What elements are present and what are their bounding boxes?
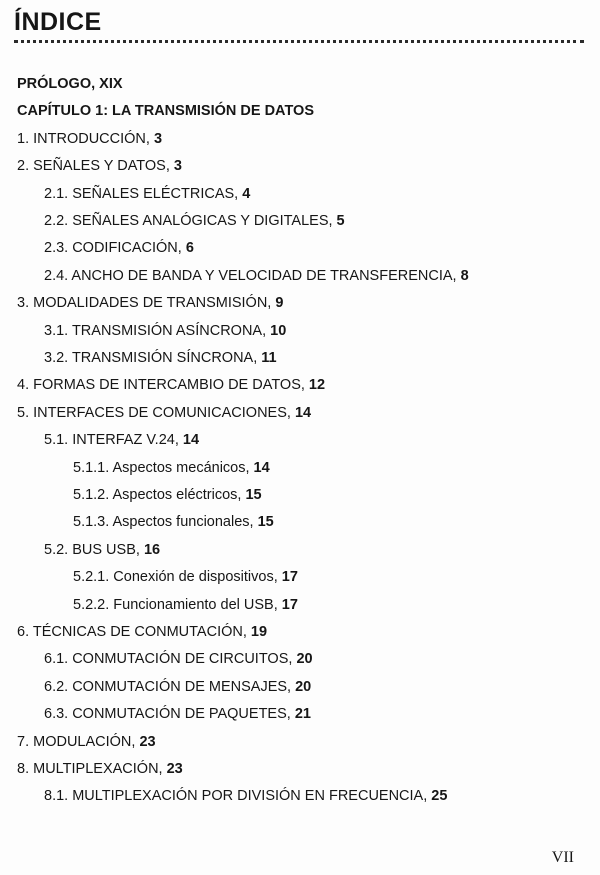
toc-entry-label: 5.1. INTERFAZ V.24,	[44, 432, 183, 449]
toc-entry-label: 2.1. SEÑALES ELÉCTRICAS,	[44, 185, 243, 202]
toc-entry-label: 5.2. BUS USB,	[44, 541, 144, 558]
toc-entry-label: 3.1. TRANSMISIÓN ASÍNCRONA,	[44, 322, 271, 339]
toc-entry	[17, 404, 311, 422]
toc-entry-label: 3.2. TRANSMISIÓN SÍNCRONA,	[44, 350, 262, 366]
toc-entry-page: 5	[336, 213, 345, 229]
toc-entry-label: 6.3. CONMUTACIÓN DE PAQUETES,	[44, 706, 295, 723]
toc-entry-label: 2.4. ANCHO DE BANDA Y VELOCIDAD DE TRANSFERENCIA,	[44, 267, 461, 284]
toc-entry	[44, 541, 160, 559]
toc-entry-page: 12	[308, 377, 326, 394]
toc-entry-label: 4. FORMAS DE INTERCAMBIO DE DATOS,	[17, 377, 309, 394]
toc-entry-page: 23	[166, 761, 183, 777]
toc-entry	[44, 239, 194, 257]
toc-entry-page: 14	[253, 459, 270, 476]
toc-entry	[17, 102, 314, 120]
toc-entry	[44, 650, 313, 668]
toc-entry-label: 2. SEÑALES Y DATOS,	[17, 158, 174, 175]
toc-entry-label: 5.2.2. Funcionamiento del USB,	[73, 596, 282, 613]
toc-entry	[44, 322, 286, 340]
toc-entry-page: 17	[281, 596, 298, 613]
toc-entry	[17, 130, 162, 148]
toc-entry-page: 3	[173, 158, 182, 175]
toc-entry	[44, 705, 311, 723]
toc-entry-label: 5.1.3. Aspectos funcionales,	[73, 514, 258, 531]
toc-entry-label: 5.2.1. Conexión de dispositivos,	[73, 569, 282, 586]
toc-entry-page: 25	[431, 788, 448, 805]
toc-entry	[73, 513, 274, 531]
toc-entry-page: 23	[139, 733, 156, 750]
toc-entry-page: 10	[270, 322, 287, 339]
toc-entry-label: 8.1. MULTIPLEXACIÓN POR DIVISIÓN EN FRECUENCIA,	[44, 788, 432, 805]
toc-entry-label: 5.1.1. Aspectos mecánicos,	[73, 459, 254, 476]
toc-entry-page: 4	[242, 185, 251, 202]
toc-entry	[17, 157, 182, 175]
toc-entry-page: 14	[182, 432, 200, 449]
toc-entry-page: 15	[245, 487, 262, 503]
toc-entry-page: 15	[257, 514, 274, 531]
toc-entry-label: 2.3. CODIFICACIÓN,	[44, 240, 186, 257]
toc-entry-label: 5.1.2. Aspectos eléctricos,	[73, 487, 246, 503]
toc-entry-page: 20	[295, 678, 312, 695]
toc-entry-page: 14	[294, 404, 312, 421]
toc-entry	[73, 486, 262, 504]
toc-entry-page: 20	[296, 651, 313, 668]
toc-entry-page: 8	[460, 267, 469, 284]
toc-entry	[44, 431, 199, 449]
toc-entry	[44, 212, 345, 230]
toc-entry-label: 6.2. CONMUTACIÓN DE MENSAJES,	[44, 678, 296, 695]
toc-entry-label: 1. INTRODUCCIÓN,	[17, 130, 154, 147]
toc-entry	[73, 596, 298, 614]
toc-entry	[17, 294, 283, 312]
toc-entry-page: 17	[281, 569, 298, 586]
toc-entry	[73, 568, 298, 586]
page-title: ÍNDICE	[14, 8, 102, 36]
toc-entry	[44, 267, 469, 285]
toc-entry-page: 19	[250, 624, 268, 640]
toc-entry	[17, 760, 183, 778]
toc-entry-page: 21	[294, 706, 311, 723]
toc-entry-label: 7. MODULACIÓN,	[17, 733, 140, 750]
toc-entry-page: 9	[275, 295, 284, 312]
toc-entry-label: 5. INTERFACES DE COMUNICACIONES,	[17, 404, 295, 421]
toc-entry-page: 3	[153, 130, 163, 147]
toc-entry-label: 6. TÉCNICAS DE CONMUTACIÓN,	[17, 624, 251, 640]
toc-entry-label: PRÓLOGO, XIX	[17, 76, 123, 92]
toc-entry-page: 11	[261, 350, 277, 366]
toc-entry-page: 16	[143, 541, 161, 558]
page-number-footer: VII	[551, 849, 574, 866]
toc-entry	[17, 623, 267, 641]
toc-entry	[44, 185, 250, 203]
toc-entry	[44, 349, 277, 367]
toc-entry-page: 6	[185, 240, 194, 257]
toc-entry	[17, 733, 156, 751]
toc-entry-label: 3. MODALIDADES DE TRANSMISIÓN,	[17, 295, 276, 312]
toc-entry	[17, 75, 123, 93]
toc-entry-label: 2.2. SEÑALES ANALÓGICAS Y DIGITALES,	[44, 213, 337, 229]
toc-entry	[44, 787, 447, 805]
toc-entry-label: 8. MULTIPLEXACIÓN,	[17, 761, 167, 777]
toc-entry-label: 6.1. CONMUTACIÓN DE CIRCUITOS,	[44, 651, 297, 668]
toc-entry	[44, 678, 311, 696]
toc-entry	[17, 376, 325, 394]
toc-entry	[73, 459, 270, 477]
dotted-title-rule	[14, 40, 584, 43]
toc-entry-label: CAPÍTULO 1: LA TRANSMISIÓN DE DATOS	[17, 103, 314, 120]
